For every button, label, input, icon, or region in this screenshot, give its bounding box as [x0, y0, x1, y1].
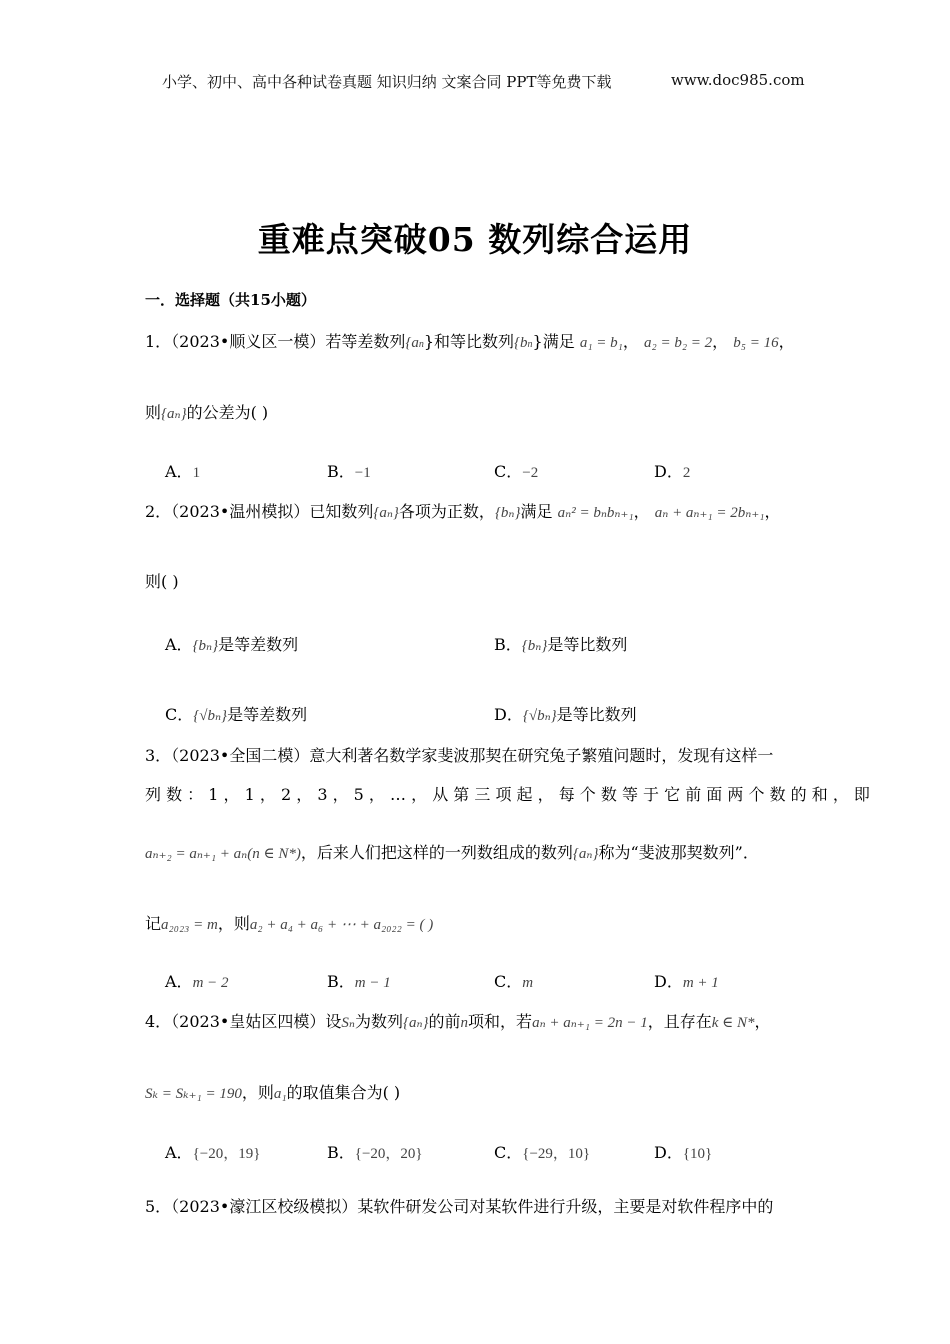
q2-option-c[interactable]: C．{√bₙ}是等差数列 — [165, 705, 308, 724]
question-3-line-2: 列 数 ： 1 ， 1 ， 2 ， 3 ， 5 ， … ， 从 第 三 项 起 ， 每 个 数 等 于 它 前 面 两 个 数 的 和 ， 即 — [145, 785, 870, 804]
q3-option-a[interactable]: A．m − 2 — [165, 972, 229, 991]
question-2-line-2: 则( ) — [145, 572, 179, 591]
question-1-line-2: 则{aₙ}的公差为( ) — [145, 403, 269, 422]
q1-option-d[interactable]: D．2 — [654, 462, 691, 481]
question-2-line-1: 2．（2023•温州模拟）已知数列{aₙ}各项为正数，{bₙ}满足 aₙ² = bₙbₙ₊₁， aₙ + aₙ₊₁ = 2bₙ₊₁， — [145, 502, 781, 521]
q4-option-b[interactable]: B．{−20，20} — [327, 1143, 423, 1162]
q2-option-d[interactable]: D．{√bₙ}是等比数列 — [494, 705, 637, 724]
q4-option-d[interactable]: D．{10} — [654, 1143, 713, 1162]
q2-option-a[interactable]: A．{bₙ}是等差数列 — [165, 635, 299, 654]
q1-option-a[interactable]: A．1 — [165, 462, 201, 481]
question-4-line-1: 4．（2023•皇姑区四模）设Sₙ为数列{aₙ}的前n项和，若aₙ + aₙ₊₁ = 2n − 1，且存在k ∈ N*， — [145, 1012, 771, 1031]
q4-option-c[interactable]: C．{−29，10} — [494, 1143, 591, 1162]
section-heading: 一．选择题（共15小题） — [145, 291, 316, 309]
q1-option-b[interactable]: B．−1 — [327, 462, 371, 481]
question-5-line-1: 5．（2023•濠江区校级模拟）某软件研发公司对某软件进行升级，主要是对软件程序中的 — [145, 1197, 774, 1216]
q3-option-c[interactable]: C．m — [494, 972, 534, 991]
q2-option-b[interactable]: B．{bₙ}是等比数列 — [494, 635, 628, 654]
q4-option-a[interactable]: A．{−20，19} — [165, 1143, 261, 1162]
q3-option-b[interactable]: B．m − 1 — [327, 972, 391, 991]
question-3-line-1: 3．（2023•全国二模）意大利著名数学家斐波那契在研究兔子繁殖问题时，发现有这样一 — [145, 746, 774, 765]
header-text: 小学、初中、高中各种试卷真题 知识归纳 文案合同 PPT等免费下载 — [162, 73, 612, 91]
question-4-line-2: Sₖ = Sₖ₊₁ = 190，则a₁的取值集合为( ) — [145, 1083, 401, 1102]
q1-option-c[interactable]: C．−2 — [494, 462, 539, 481]
question-3-line-4: 记a₂₀₂₃ = m，则a₂ + a₄ + a₆ + ⋯ + a₂₀₂₂ = ( ) — [145, 914, 434, 933]
question-3-line-3: aₙ₊₂ = aₙ₊₁ + aₙ(n ∈ N*)，后来人们把这样的一列数组成的数列{aₙ}称为“斐波那契数列”． — [145, 843, 759, 862]
page-title: 重难点突破05 数列综合运用 — [257, 220, 693, 259]
question-1-line-1: 1．（2023•顺义区一模）若等差数列{an}和等比数列{bn}满足 a₁ = b₁， a₂ = b₂ = 2， b₅ = 16， — [145, 332, 795, 351]
header-url[interactable]: www.doc985.com — [671, 71, 805, 89]
q3-option-d[interactable]: D．m + 1 — [654, 972, 719, 991]
